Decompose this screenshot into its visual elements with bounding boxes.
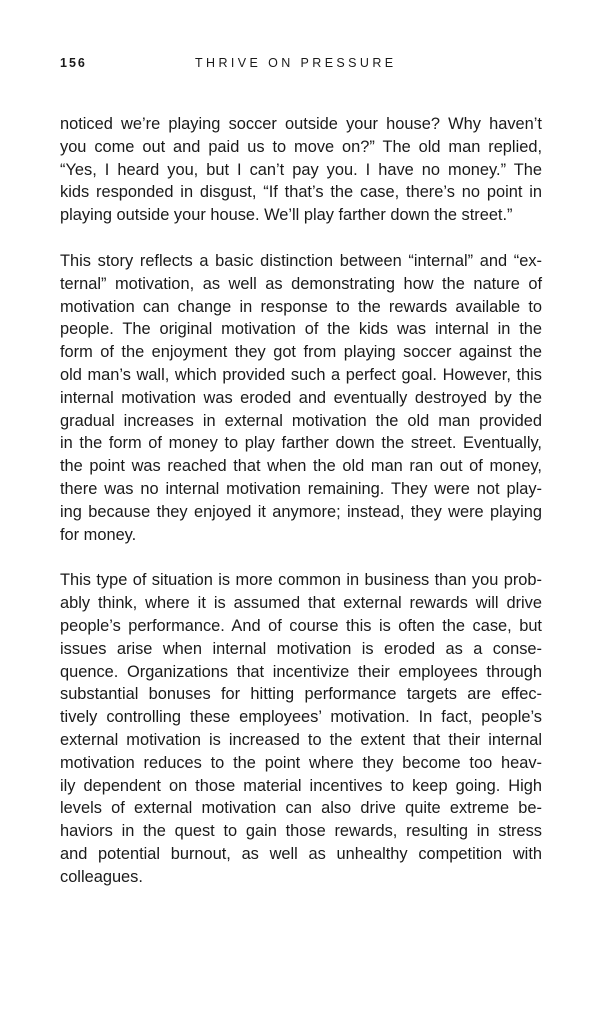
- paragraph: [60, 250, 542, 546]
- page-number: 156: [60, 56, 87, 70]
- text-line: This type of situation is more common in business than you prob-: [60, 571, 542, 590]
- text-line: haviors in the quest to gain those rewards, resulting in stress: [60, 822, 542, 841]
- paragraph: [60, 569, 542, 888]
- text-line: tively controlling these employees’ motivation. In fact, people’s: [60, 708, 542, 727]
- text-line: noticed we’re playing soccer outside your house? Why haven’t: [60, 115, 542, 133]
- text-line: playing outside your house. We’ll play farther down the street.”: [60, 206, 513, 225]
- text-line: colleagues.: [60, 867, 143, 886]
- text-line: for money.: [60, 525, 137, 544]
- text-line: there was no internal motivation remaining. They were not play-: [60, 479, 542, 498]
- text-line: ternal” motivation, as well as demonstrating how the nature of: [60, 274, 542, 293]
- text-line: kids responded in disgust, “If that’s the case, there’s no point in: [60, 183, 542, 202]
- text-line: ing because they enjoyed it anymore; instead, they were playing: [60, 502, 542, 521]
- text-line: motivation reduces to the point where they become too heav-: [60, 753, 542, 772]
- text-line: quence. Organizations that incentivize their employees through: [60, 662, 542, 681]
- text-line: motivation can change in response to the rewards available to: [60, 297, 542, 316]
- text-line: ily dependent on those material incentives to keep going. High: [60, 776, 542, 795]
- text-line: ably think, where it is assumed that external rewards will drive: [60, 594, 542, 613]
- text-line: issues arise when internal motivation is eroded as a conse-: [60, 639, 542, 658]
- text-line: This story reflects a basic distinction between “internal” and “ex-: [60, 251, 542, 270]
- text-line: and potential burnout, as well as unhealthy competition with: [60, 844, 542, 863]
- text-line: external motivation is increased to the extent that their internal: [60, 730, 542, 749]
- text-line: form of the enjoyment they got from playing soccer against the: [60, 343, 542, 362]
- text-line: people’s performance. And of course this is often the case, but: [60, 616, 542, 635]
- text-line: “Yes, I heard you, but I can’t pay you. I have no money.” The: [60, 160, 542, 179]
- text-line: people. The original motivation of the kids was internal in the: [60, 320, 542, 339]
- body-text: [60, 113, 542, 912]
- text-line: in the form of money to play farther down the street. Eventually,: [60, 434, 542, 453]
- text-line: the point was reached that when the old man ran out of money,: [60, 457, 542, 476]
- text-line: internal motivation was eroded and eventually destroyed by the: [60, 388, 542, 407]
- text-line: you come out and paid us to move on?” The old man replied,: [60, 137, 542, 156]
- book-title: THRIVE ON PRESSURE: [195, 56, 397, 70]
- text-line: levels of external motivation can also drive quite extreme be-: [60, 799, 542, 818]
- text-line: gradual increases in external motivation the old man provided: [60, 411, 542, 430]
- paragraph: [60, 113, 542, 227]
- running-head: [60, 56, 542, 74]
- text-line: old man’s wall, which provided such a perfect goal. However, this: [60, 365, 542, 384]
- text-line: substantial bonuses for hitting performance targets are effec-: [60, 685, 542, 704]
